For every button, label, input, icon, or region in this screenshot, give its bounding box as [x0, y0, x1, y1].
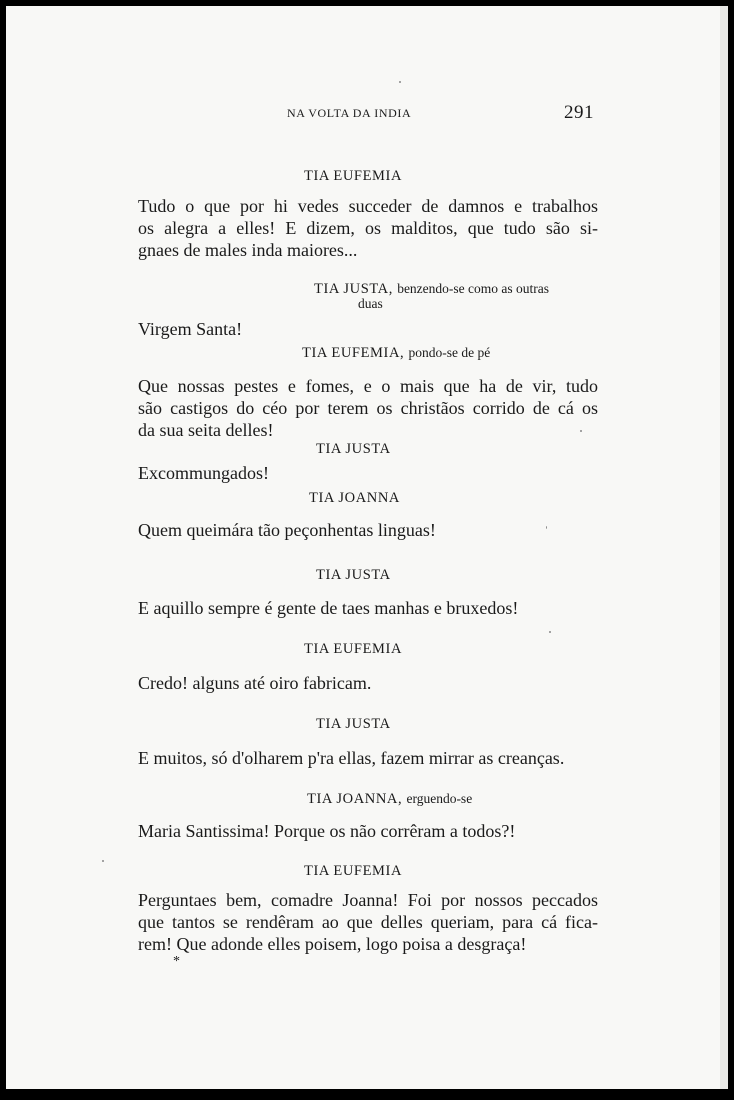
speaker-tia-eufemia-3: TIA EUFEMIA [304, 641, 403, 657]
speech-line: são castigos do céo por terem os christãos corrido de cá os [138, 398, 598, 418]
stage-direction-continued: duas [358, 296, 383, 311]
book-page [6, 6, 720, 1089]
speaker-name: TIA EUFEMIA, [302, 345, 405, 361]
speech-line: Perguntaes bem, comadre Joanna! Foi por nossos peccados [138, 890, 598, 910]
speaker-tia-joanna-1: TIA JOANNA [309, 490, 400, 506]
speech-paragraph-10 [138, 889, 598, 955]
speech-line: Que nossas pestes e fomes, e o mais que ha de vir, tudo [138, 376, 598, 396]
paper-speck [580, 430, 582, 432]
speech-paragraph-8: E muitos, só d'olharem p'ra ellas, fazem mirrar as creanças. [138, 748, 565, 768]
speech-paragraph-4: Excommungados! [138, 463, 269, 483]
speech-line: da sua seita delles! [138, 420, 274, 440]
paper-speck [399, 81, 401, 83]
speech-paragraph-3 [138, 375, 598, 441]
speech-paragraph-6: E aquillo sempre é gente de taes manhas e bruxedos! [138, 598, 519, 618]
page-number: 291 [564, 102, 594, 123]
speaker-name: TIA JUSTA, [314, 281, 393, 297]
speaker-name: TIA JOANNA, [307, 791, 403, 807]
speaker-tia-justa-3: TIA JUSTA [316, 567, 391, 583]
running-title: NA VOLTA DA INDIA [287, 106, 412, 120]
speaker-tia-eufemia-4: TIA EUFEMIA [304, 863, 403, 879]
speech-line: rem! Que adonde elles poisem, logo poisa a desgraça! [138, 934, 527, 954]
speaker-tia-eufemia-2 [302, 345, 490, 362]
signature-mark: * [173, 954, 180, 969]
stage-direction: benzendo-se como as outras [397, 281, 550, 296]
speech-paragraph-2: Virgem Santa! [138, 319, 243, 339]
speaker-tia-justa-4: TIA JUSTA [316, 716, 391, 732]
speaker-tia-justa-1 [314, 281, 549, 298]
speaker-tia-joanna-2 [307, 791, 472, 808]
speech-line: Tudo o que por hi vedes succeder de damnos e trabalhos [138, 196, 598, 216]
speech-paragraph-7: Credo! alguns até oiro fabricam. [138, 673, 372, 693]
speech-line: que tantos se rendêram ao que delles queriam, para cá fica- [138, 912, 598, 932]
stage-direction: pondo-se de pé [408, 345, 491, 360]
speech-paragraph-5: Quem queimára tão peçonhentas linguas! [138, 520, 436, 540]
paper-speck [549, 631, 551, 633]
page-edge [720, 6, 728, 1089]
paper-speck [102, 860, 104, 862]
speech-line: os alegra a elles! E dizem, os malditos, que tudo são si- [138, 218, 598, 238]
speech-line: gnaes de males inda maiores... [138, 240, 358, 260]
paper-speck [546, 526, 547, 529]
stage-direction: erguendo-se [406, 791, 473, 806]
speech-paragraph-9: Maria Santissima! Porque os não corrêram a todos?! [138, 821, 516, 841]
speech-paragraph-1 [138, 195, 598, 261]
speaker-tia-justa-2: TIA JUSTA [316, 441, 391, 457]
speaker-tia-eufemia-1: TIA EUFEMIA [304, 168, 403, 184]
